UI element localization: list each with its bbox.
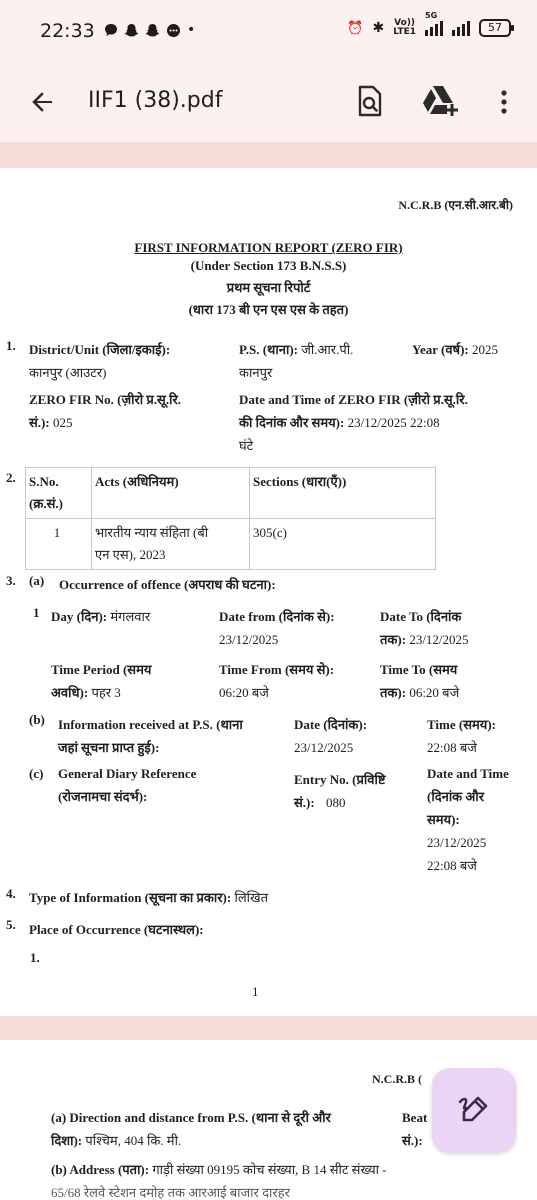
- table-header-cell: S.No. (क्र.सं.): [26, 468, 92, 519]
- message-icon: [166, 23, 181, 38]
- pen-annotate-icon: [456, 1092, 492, 1128]
- field-value: 23/12/2025: [294, 740, 354, 755]
- status-bar: [0, 0, 537, 62]
- beat-field: Beat सं.):: [402, 1110, 428, 1148]
- field-value: 2025: [471, 342, 498, 357]
- information-type-field: [29, 886, 529, 909]
- page-gap: [0, 1016, 537, 1040]
- occurrence-label: Occurrence of offence (अपराध की घटना):: [59, 577, 276, 592]
- alarm-icon: ⏰: [347, 20, 364, 36]
- field-value: 23/12/2025: [219, 632, 279, 647]
- field-value: 06:20 बजे: [409, 685, 460, 700]
- drive-add-icon: [422, 84, 460, 118]
- date-from-field: [219, 605, 379, 651]
- direction-distance-field: [51, 1106, 391, 1152]
- field-label: Information received at P.S. (थाना: [58, 717, 243, 732]
- entry-number-field: [294, 768, 424, 814]
- field-label: P.S. (थाना):: [239, 342, 298, 357]
- field-label: की दिनांक और समय):: [239, 415, 345, 430]
- table-cell: 1: [26, 519, 92, 570]
- field-value: जी.आर.पी.: [301, 342, 354, 357]
- field-label: ZERO FIR No. (ज़ीरो प्र.सू.रि.: [29, 392, 182, 407]
- field-label: Time To (समय: [380, 662, 458, 677]
- information-received-field: [58, 713, 288, 759]
- app-bar: [0, 62, 537, 142]
- annotate-fab[interactable]: [432, 1068, 516, 1152]
- arrow-back-icon: [26, 86, 58, 118]
- row-number: 1: [33, 605, 40, 620]
- notification-icons: [104, 22, 195, 38]
- section-number: 3.: [6, 573, 16, 588]
- field-label: General Diary Reference: [58, 766, 197, 781]
- page-gap: [0, 142, 537, 168]
- status-right: [347, 11, 511, 37]
- snapchat-icon: [145, 23, 160, 38]
- field-label: Entry No. (प्रविष्टि: [294, 772, 386, 787]
- field-label: दिशा):: [51, 1133, 83, 1148]
- general-diary-field: [58, 762, 288, 808]
- field-label: जहां सूचना प्राप्त हुई):: [58, 740, 160, 755]
- battery-icon: 57: [479, 19, 511, 37]
- field-value: घंटे: [239, 438, 254, 453]
- field-value: 23/12/2025: [427, 835, 487, 850]
- police-station-field: [239, 338, 399, 384]
- more-vert-icon: [494, 86, 514, 118]
- field-label: सं.):: [294, 795, 315, 810]
- field-label: सं.):: [29, 415, 50, 430]
- table-row: [26, 519, 436, 570]
- field-label: Time Period (समय: [51, 662, 152, 677]
- info-date-field: [294, 713, 424, 759]
- subsection-label: (b): [29, 712, 45, 727]
- diary-datetime-field: [427, 762, 532, 877]
- field-value: लिखित: [234, 890, 269, 905]
- field-value: गाड़ी संख्या 09195 कोच संख्या, B 14 सीट संख्या -: [152, 1162, 387, 1177]
- field-value: कानपुर: [239, 365, 273, 380]
- field-label: तक):: [380, 632, 407, 647]
- field-label: Time From (समय से):: [219, 662, 335, 677]
- zero-fir-datetime-field: [239, 388, 533, 457]
- chat-icon: [104, 23, 118, 37]
- field-value: 23/12/2025 22:08: [347, 415, 440, 430]
- status-time: 22:33: [40, 20, 95, 42]
- field-value: 025: [52, 415, 73, 430]
- page-number: 1: [252, 984, 259, 999]
- field-label: अवधि):: [51, 685, 89, 700]
- day-field: [51, 605, 211, 628]
- section-number: 5.: [6, 917, 16, 932]
- address-field: [51, 1158, 531, 1200]
- subsection-label: (a): [29, 573, 45, 588]
- document-title: IIF1 (38).pdf: [88, 88, 223, 113]
- field-value: मंगलवार: [110, 609, 151, 624]
- table-cell: 305(c): [250, 519, 436, 570]
- add-to-drive-button[interactable]: [422, 84, 460, 118]
- field-value: 22:08 बजे: [427, 740, 477, 755]
- field-label: Time (समय):: [427, 717, 496, 732]
- field-value: पहर 3: [91, 685, 121, 700]
- snapchat-icon: [124, 23, 139, 38]
- report-title-hindi: प्रथम सूचना रिपोर्ट: [226, 280, 311, 295]
- field-value: 22:08 बजे: [427, 858, 477, 873]
- section-number: 2.: [6, 470, 16, 485]
- field-label: (दिनांक और: [427, 789, 485, 804]
- volte-icon: Vo)) LTE1: [393, 18, 416, 37]
- section-number: 4.: [6, 886, 16, 901]
- table-cell: भारतीय न्याय संहिता (बी एन एस), 2023: [92, 519, 250, 570]
- field-label: (b) Address (पता):: [51, 1162, 150, 1177]
- field-label: Date (दिनांक):: [294, 717, 368, 732]
- field-value: 080: [325, 795, 346, 810]
- field-label: Year (वर्ष):: [412, 342, 469, 357]
- time-period-field: [51, 658, 211, 704]
- place-of-occurrence-label: Place of Occurrence (घटनास्थल):: [29, 922, 204, 937]
- document-search-icon: [354, 84, 386, 118]
- place-item-number: 1.: [30, 950, 40, 965]
- field-label: Day (दिन):: [51, 609, 108, 624]
- signal-5g-icon: 5G: [425, 20, 443, 36]
- table-header-cell: Sections (धारा(एँ)): [250, 468, 436, 519]
- bluetooth-icon: ✱: [372, 20, 385, 36]
- field-label: समय):: [427, 812, 460, 827]
- find-in-document-button[interactable]: [354, 84, 386, 118]
- district-field: [29, 338, 229, 384]
- info-time-field: [427, 713, 532, 759]
- field-label: Date from (दिनांक से):: [219, 609, 335, 624]
- year-field: [412, 338, 532, 361]
- report-subtitle-hindi: (धारा 173 बी एन एस एस के तहत): [188, 302, 349, 317]
- back-button[interactable]: [26, 86, 58, 118]
- report-subtitle: (Under Section 173 B.N.S.S): [190, 258, 347, 273]
- field-value: पश्चिम, 404 कि. मी.: [85, 1133, 182, 1148]
- notification-dot: •: [187, 22, 196, 38]
- time-to-field: [380, 658, 530, 704]
- field-label: Date To (दिनांक: [380, 609, 462, 624]
- acts-table: [25, 467, 436, 570]
- field-label: Date and Time of ZERO FIR (ज़ीरो प्र.सू.रि.: [239, 392, 468, 407]
- zero-fir-number-field: [29, 388, 234, 434]
- field-value: 06:20 बजे: [219, 685, 269, 700]
- table-header-cell: Acts (अधिनियम): [92, 468, 250, 519]
- report-title: FIRST INFORMATION REPORT (ZERO FIR): [134, 240, 403, 255]
- field-value: 23/12/2025: [409, 632, 469, 647]
- ncrb-header: N.C.R.B (: [372, 1072, 422, 1086]
- field-label: Type of Information (सूचना का प्रकार):: [29, 890, 232, 905]
- subsection-label: (c): [29, 766, 44, 781]
- field-label: Date and Time: [427, 766, 509, 781]
- field-label: District/Unit (जिला/इकाई):: [29, 342, 171, 357]
- field-label: (रोजनामचा संदर्भ):: [58, 789, 148, 804]
- time-from-field: [219, 658, 379, 704]
- ncrb-header: N.C.R.B (एन.सी.आर.बी): [398, 198, 513, 212]
- more-options-button[interactable]: [494, 86, 514, 118]
- table-header-row: [26, 468, 436, 519]
- field-label: (a) Direction and distance from P.S. (थाना से दूरी और: [51, 1110, 331, 1125]
- date-to-field: [380, 605, 530, 651]
- field-value: कानपुर (आउटर): [29, 365, 107, 380]
- section-number: 1.: [6, 338, 16, 353]
- field-label: तक):: [380, 685, 407, 700]
- signal-icon: [452, 20, 470, 36]
- pdf-page-1: [0, 168, 537, 1016]
- field-value: 65/68 रेलवे स्टेशन दमोह तक आरआई बाजार दारहर: [51, 1185, 290, 1200]
